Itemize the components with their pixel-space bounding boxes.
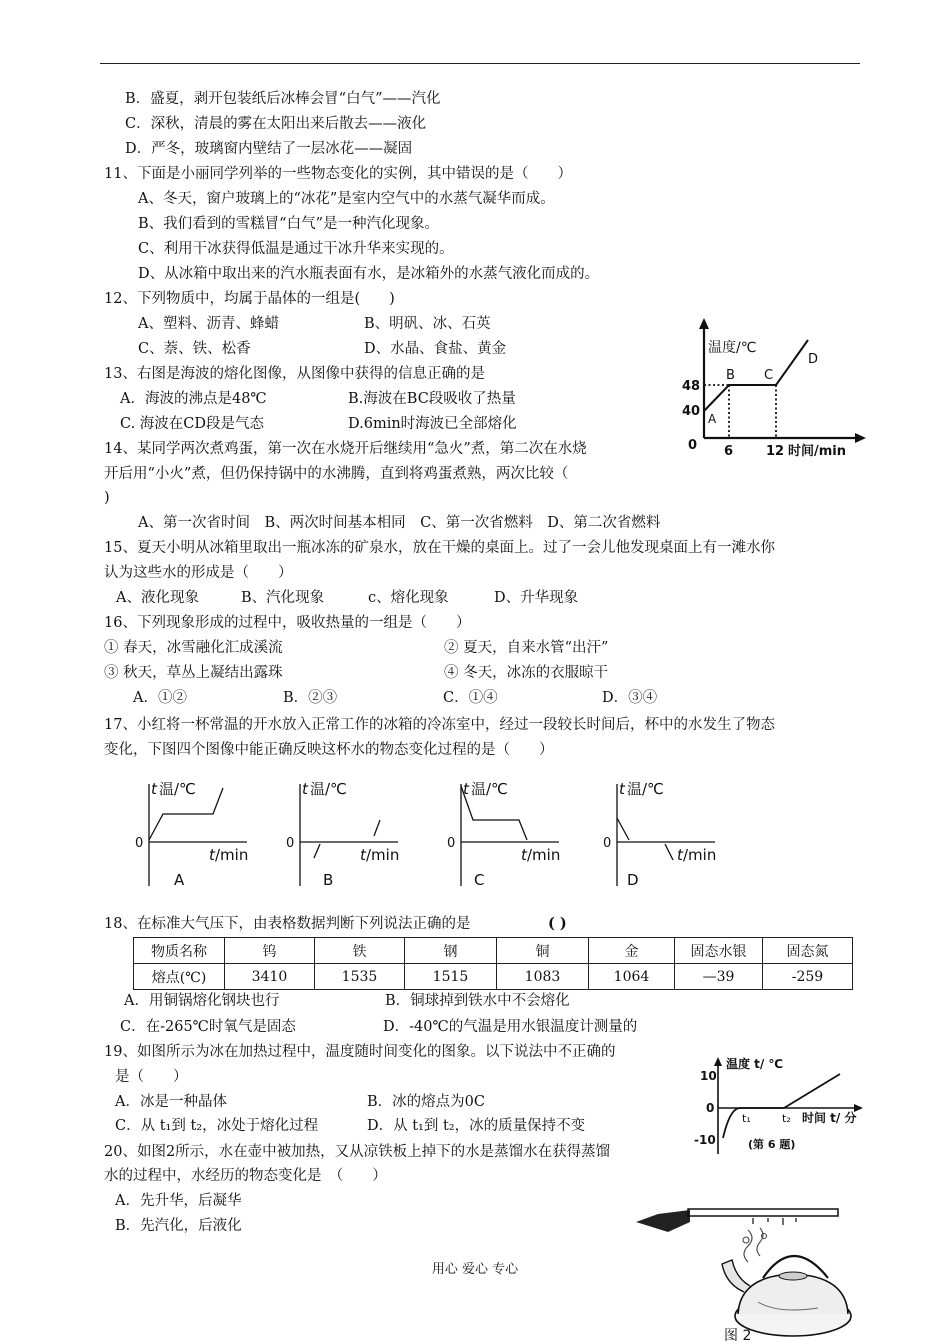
xlabel: /min <box>683 846 717 864</box>
table-cell: 钨 <box>225 938 315 964</box>
q16-option-d: D．③④ <box>602 690 658 706</box>
q10-option-d: D．严冬，玻璃窗内壁结了一层冰花——凝固 <box>125 141 413 157</box>
hand-icon <box>636 1210 690 1232</box>
q18-answer-paren: ( ) <box>548 915 567 932</box>
y-axis-label: 温度/℃ <box>708 340 757 356</box>
tick-neg10: -10 <box>694 1133 716 1147</box>
iron-plate <box>688 1209 838 1216</box>
q15-option-b: B、汽化现象 <box>241 590 325 606</box>
q14-options: A、第一次省时间 B、两次时间基本相同 C、第一次省燃料 D、第二次省燃料 <box>138 515 661 531</box>
hypo-melting-graph <box>680 315 870 460</box>
q20-stem-2: 水的过程中，水经历的物态变化是 （ ） <box>104 1168 387 1184</box>
origin-label: 0 <box>688 438 698 453</box>
origin: 0 <box>286 836 295 851</box>
q10-option-c: C．深秋，清晨的雾在太阳出来后散去——液化 <box>125 116 427 132</box>
yvar: t <box>619 780 625 798</box>
q19-option-d: D．从 t₁到 t₂，冰的质量保持不变 <box>367 1118 586 1134</box>
q19-stem-2: 是（ ） <box>115 1069 188 1085</box>
figure-caption: (第 6 题) <box>748 1138 796 1151</box>
graph-d <box>603 780 716 889</box>
q10-option-b: B．盛夏，剥开包装纸后冰棒会冒“白气”——汽化 <box>125 91 441 107</box>
table-cell: 3410 <box>225 964 315 990</box>
q11-option-b: B、我们看到的雪糕冒“白气”是一种汽化现象。 <box>138 216 439 232</box>
origin: 0 <box>447 836 456 851</box>
q15-option-c: c、熔化现象 <box>368 590 449 606</box>
q17-graphs <box>125 772 745 897</box>
point-a: A <box>708 412 717 426</box>
x-axis-arrow-icon <box>855 433 866 443</box>
q16-option-a: A．①② <box>133 690 187 706</box>
q15-option-d: D、升华现象 <box>494 590 579 606</box>
q13-option-a: A．海波的沸点是48℃ <box>120 391 267 407</box>
q19-stem-1: 19、如图所示为冰在加热过程中，温度随时间变化的图象。以下说法中不正确的 <box>104 1044 616 1060</box>
q20-option-a: A．先升华，后凝华 <box>115 1193 242 1209</box>
q14-stem-2: 开后用“小火”煮，但仍保持锅中的水沸腾，直到将鸡蛋煮熟，两次比较（ <box>104 466 569 482</box>
xvar: t <box>677 846 683 864</box>
table-cell: 固态氮 <box>763 938 853 964</box>
q12-stem: 12、下列物质中，均属于晶体的一组是( ) <box>104 291 395 307</box>
q16-stem: 16、下列现象形成的过程中，吸收热量的一组是（ ） <box>104 615 471 631</box>
point-b: B <box>726 368 735 383</box>
q20-option-b: B．先汽化，后液化 <box>115 1218 242 1234</box>
table-cell: 熔点(℃) <box>134 964 225 990</box>
table-cell: 1515 <box>405 964 497 990</box>
xvar: t <box>209 846 215 864</box>
table-cell: 1064 <box>589 964 675 990</box>
graph-label: C <box>474 871 485 889</box>
graph-label: D <box>627 871 639 889</box>
q11-option-d: D、从冰箱中取出来的汽水瓶表面有水，是冰箱外的水蒸气液化而成的。 <box>138 266 600 282</box>
ylabel: 温/℃ <box>627 780 664 798</box>
q13-option-c: C. 海波在CD段是气态 <box>120 416 265 432</box>
q13-option-b: B.海波在BC段吸收了热量 <box>348 391 516 407</box>
ylabel: 温/℃ <box>159 780 196 798</box>
graph-c <box>447 780 560 889</box>
table-cell: 金 <box>589 938 675 964</box>
x-axis-label: 时间/min <box>788 444 847 459</box>
point-c: C <box>764 368 774 383</box>
ylabel: 温/℃ <box>471 780 508 798</box>
q15-stem-2: 认为这些水的形成是（ ） <box>104 565 293 581</box>
table-cell: 铜 <box>497 938 589 964</box>
q12-option-d: D、水晶、食盐、黄金 <box>364 341 507 357</box>
melting-point-table <box>133 937 853 990</box>
origin: 0 <box>603 836 612 851</box>
table-cell: 1083 <box>497 964 589 990</box>
table-cell: —39 <box>675 964 763 990</box>
table-cell: 钢 <box>405 938 497 964</box>
y-axis-arrow-icon <box>699 318 709 329</box>
xlabel: /min <box>366 846 400 864</box>
header-rule <box>100 63 860 64</box>
heating-curve <box>723 1074 840 1138</box>
y-axis-arrow-icon <box>714 1057 722 1066</box>
graph-label: B <box>323 871 334 889</box>
q12-option-c: C、萘、铁、松香 <box>138 341 251 357</box>
q11-option-a: A、冬天，窗户玻璃上的“冰花”是室内空气中的水蒸气凝华而成。 <box>138 191 555 207</box>
table-cell: 铁 <box>315 938 405 964</box>
xvar: t <box>360 846 366 864</box>
x-axis-label: 时间 t/ 分 <box>802 1111 857 1125</box>
water-drops <box>753 1218 796 1225</box>
yvar: t <box>463 780 469 798</box>
q18-option-a: A．用铜锅熔化钢块也行 <box>124 993 280 1009</box>
q18-option-b: B．铜球掉到铁水中不会熔化 <box>385 993 570 1009</box>
ice-heating-graph <box>690 1052 865 1160</box>
q13-stem: 13、右图是海波的熔化图像，从图像中获得的信息正确的是 <box>104 366 485 382</box>
q18-option-c: C．在-265℃时氧气是固态 <box>120 1019 296 1035</box>
table-header-row <box>134 938 853 964</box>
figure-caption: 图 2 <box>724 1328 752 1344</box>
xlabel: /min <box>215 846 249 864</box>
q16-item-3: ③ 秋天，草丛上凝结出露珠 <box>104 665 283 681</box>
steam-icon <box>743 1228 767 1262</box>
point-d: D <box>808 352 819 367</box>
q11-option-c: C、利用干冰获得低温是通过干冰升华来实现的。 <box>138 241 454 257</box>
q16-item-4: ④ 冬天，冰冻的衣服晾干 <box>444 665 609 681</box>
page-footer: 用心 爱心 专心 <box>431 1262 519 1277</box>
q12-option-a: A、塑料、沥青、蜂蜡 <box>138 316 279 332</box>
graph-a <box>135 780 248 889</box>
table-cell: 1535 <box>315 964 405 990</box>
tick-48: 48 <box>682 379 701 394</box>
graph-label: A <box>174 871 185 889</box>
q15-option-a: A、液化现象 <box>116 590 199 606</box>
q17-stem-1: 17、小红将一杯常温的开水放入正常工作的冰箱的冷冻室中，经过一段较长时间后，杯中的水发生了物态 <box>104 717 775 733</box>
tick-10: 10 <box>700 1069 717 1083</box>
q16-item-2: ② 夏天，自来水管“出汗” <box>444 640 609 656</box>
q16-option-b: B．②③ <box>283 690 338 706</box>
q16-option-c: C．①④ <box>443 690 498 706</box>
y-axis-label: 温度 t/ ℃ <box>726 1057 784 1071</box>
yvar: t <box>302 780 308 798</box>
table-row <box>134 964 853 990</box>
origin: 0 <box>135 836 144 851</box>
q14-stem-3: ) <box>104 490 110 506</box>
tick-12: 12 <box>766 444 785 459</box>
q16-item-1: ① 春天，冰雪融化汇成溪流 <box>104 640 283 656</box>
table-cell: -259 <box>763 964 853 990</box>
yvar: t <box>151 780 157 798</box>
xvar: t <box>521 846 527 864</box>
ylabel: 温/℃ <box>310 780 347 798</box>
q18-stem: 18、在标准大气压下，由表格数据判断下列说法正确的是 <box>104 916 471 932</box>
table-cell: 固态水银 <box>675 938 763 964</box>
q19-option-b: B．冰的熔点为0C <box>367 1094 485 1110</box>
q13-option-d: D.6min时海波已全部熔化 <box>348 416 517 432</box>
q11-stem: 11、下面是小丽同学列举的一些物态变化的实例，其中错误的是（ ） <box>104 166 572 182</box>
q20-stem-1: 20、如图2所示，水在壶中被加热，又从凉铁板上掉下的水是蒸馏水在获得蒸馏 <box>104 1144 611 1160</box>
q15-stem-1: 15、夏天小明从冰箱里取出一瓶冰冻的矿泉水，放在干燥的桌面上。过了一会儿他发现桌面上有一滩水你 <box>104 540 775 556</box>
q17-stem-2: 变化，下图四个图像中能正确反映这杯水的物态变化过程的是（ ） <box>104 742 554 758</box>
tick-6: 6 <box>724 444 734 459</box>
tick-40: 40 <box>682 404 701 419</box>
graph-b <box>286 780 399 889</box>
q12-option-b: B、明矾、冰、石英 <box>364 316 491 332</box>
q14-stem-1: 14、某同学两次煮鸡蛋，第一次在水烧开后继续用“急火”煮，第二次在水烧 <box>104 441 587 457</box>
t2-label: t₂ <box>782 1112 791 1125</box>
q18-option-d: D．-40℃的气温是用水银温度计测量的 <box>383 1019 638 1035</box>
xlabel: /min <box>527 846 561 864</box>
t1-label: t₁ <box>742 1112 751 1125</box>
q19-option-a: A．冰是一种晶体 <box>115 1094 227 1110</box>
q19-option-c: C．从 t₁到 t₂，冰处于熔化过程 <box>115 1118 319 1134</box>
table-cell: 物质名称 <box>134 938 225 964</box>
tick-0: 0 <box>706 1101 715 1115</box>
